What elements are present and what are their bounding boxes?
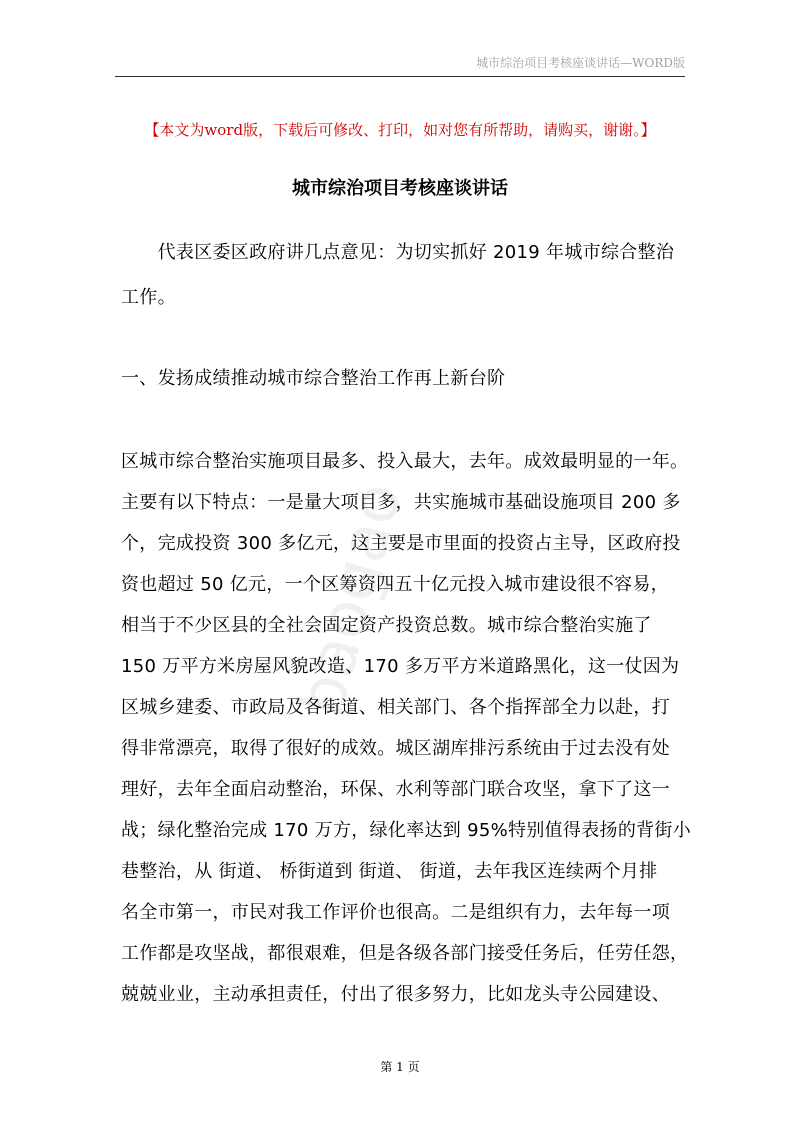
paragraph-line: 区城乡建委、市政局及各街道、相关部门、各个指挥部全力以赴，打 [121, 697, 670, 718]
paragraph-line: 工作。 [121, 287, 176, 308]
paragraph-line: 名全市第一，市民对我工作评价也很高。二是组织有力，去年每一项 [121, 902, 670, 923]
document-title: 城市综治项目考核座谈讲话 [292, 178, 508, 199]
running-header: 城市综治项目考核座谈讲话—WORD版 [476, 56, 685, 70]
watermark-text: baogao [283, 475, 418, 725]
page-number: 第 1 页 [380, 1060, 420, 1074]
paragraph-line: 得非常漂亮，取得了很好的成效。城区湖库排污系统由于过去没有处 [121, 738, 670, 759]
paragraph-line: 理好，去年全面启动整治，环保、水利等部门联合攻坚，拿下了这一 [121, 779, 670, 800]
purchase-notice: 【本文为word版，下载后可修改、打印，如对您有所帮助，请购买，谢谢。】 [144, 121, 656, 139]
paragraph-line: 战；绿化整治完成 170 万方，绿化率达到 95%特别值得表扬的背街小 [121, 820, 692, 841]
paragraph-line: 兢兢业业，主动承担责任，付出了很多努力，比如龙头寺公园建设、 [121, 984, 670, 1005]
paragraph-line: 巷整治，从 街道、 桥街道到 街道、 街道，去年我区连续两个月排 [121, 861, 658, 882]
paragraph-line: 150 万平方米房屋风貌改造、170 多万平方米道路黑化，这一仗因为 [121, 656, 680, 677]
header-divider [115, 76, 685, 77]
paragraph-line: 个，完成投资 300 多亿元，这主要是市里面的投资占主导，区政府投 [121, 533, 681, 554]
section-heading: 一、发扬成绩推动城市综合整治工作再上新台阶 [121, 368, 506, 389]
paragraph-line: 主要有以下特点：一是量大项目多，共实施城市基础设施项目 200 多 [121, 492, 681, 513]
paragraph-line: 代表区委区政府讲几点意见：为切实抓好 2019 年城市综合整治 [121, 242, 675, 263]
paragraph-line: 相当于不少区县的全社会固定资产投资总数。城市综合整治实施了 [121, 615, 652, 636]
paragraph-line: 资也超过 50 亿元，一个区筹资四五十亿元投入城市建设很不容易， [121, 574, 669, 595]
paragraph-line: 区城市综合整治实施项目最多、投入最大，去年。成效最明显的一年。 [121, 451, 689, 472]
paragraph-line: 工作都是攻坚战，都很艰难，但是各级各部门接受任务后，任劳任怨， [121, 943, 689, 964]
